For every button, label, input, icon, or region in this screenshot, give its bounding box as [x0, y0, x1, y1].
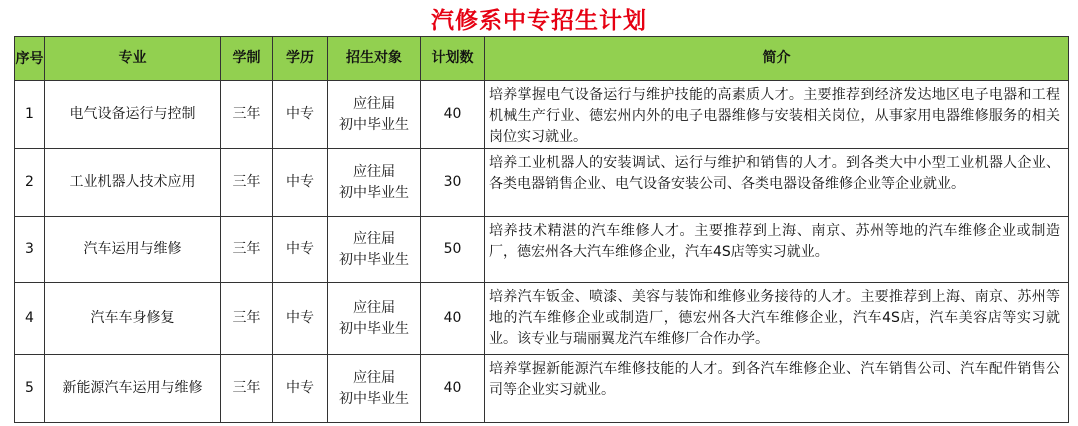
target-line2: 初中毕业生 [339, 390, 409, 407]
cell-seq: 3 [15, 217, 45, 283]
header-seq: 序号 [15, 37, 45, 81]
target-line2: 初中毕业生 [339, 320, 409, 337]
table-row [15, 149, 1069, 217]
header-intro: 简介 [485, 37, 1069, 81]
target-line1: 应往届 [353, 163, 395, 180]
table-row [15, 355, 1069, 423]
cell-major: 汽车车身修复 [45, 283, 221, 355]
cell-plan: 40 [421, 355, 485, 423]
target-line1: 应往届 [353, 95, 395, 112]
header-target: 招生对象 [328, 37, 421, 81]
cell-major: 新能源汽车运用与维修 [45, 355, 221, 423]
enrollment-table [14, 36, 1069, 423]
cell-plan: 40 [421, 81, 485, 149]
cell-plan: 30 [421, 149, 485, 217]
page-title: 汽修系中专招生计划 [431, 6, 647, 34]
cell-plan: 40 [421, 283, 485, 355]
cell-intro: 培养技术精湛的汽车维修人才。主要推荐到上海、南京、苏州等地的汽车维修企业或制造厂，德宏州各大汽车维修企业，汽车4S店等实习就业。 [485, 217, 1069, 283]
table-row [15, 81, 1069, 149]
cell-education: 中专 [273, 149, 328, 217]
header-education: 学历 [273, 37, 328, 81]
table-row [15, 217, 1069, 283]
target-line2: 初中毕业生 [339, 116, 409, 133]
cell-education: 中专 [273, 355, 328, 423]
cell-duration: 三年 [221, 149, 273, 217]
target-line1: 应往届 [353, 230, 395, 247]
cell-intro: 培养汽车钣金、喷漆、美容与装饰和维修业务接待的人才。主要推荐到上海、南京、苏州等地的汽车维修企业或制造厂，德宏州各大汽车维修企业，汽车4S店，汽车美容店等实习就业。该专业与瑞丽翼龙汽车维修厂合作办学。 [485, 283, 1069, 355]
cell-education: 中专 [273, 283, 328, 355]
header-plan: 计划数 [421, 37, 485, 81]
cell-major: 汽车运用与维修 [45, 217, 221, 283]
cell-duration: 三年 [221, 81, 273, 149]
cell-seq: 1 [15, 81, 45, 149]
cell-duration: 三年 [221, 283, 273, 355]
cell-duration: 三年 [221, 217, 273, 283]
cell-plan: 50 [421, 217, 485, 283]
cell-major: 工业机器人技术应用 [45, 149, 221, 217]
cell-seq: 5 [15, 355, 45, 423]
header-major: 专业 [45, 37, 221, 81]
table-header-row [15, 37, 1069, 81]
cell-education: 中专 [273, 217, 328, 283]
cell-target [328, 283, 421, 355]
target-line2: 初中毕业生 [339, 251, 409, 268]
header-duration: 学制 [221, 37, 273, 81]
cell-seq: 4 [15, 283, 45, 355]
cell-target [328, 81, 421, 149]
cell-intro: 培养工业机器人的安装调试、运行与维护和销售的人才。到各类大中小型工业机器人企业、各类电器销售企业、电气设备安装公司、各类电器设备维修企业等企业就业。 [485, 149, 1069, 217]
cell-intro: 培养掌握电气设备运行与维护技能的高素质人才。主要推荐到经济发达地区电子电器和工程机械生产行业、德宏州内外的电子电器维修与安装相关岗位，从事家用电器维修服务的相关岗位实习就业。 [485, 81, 1069, 149]
cell-target [328, 217, 421, 283]
cell-intro: 培养掌握新能源汽车维修技能的人才。到各汽车维修企业、汽车销售公司、汽车配件销售公司等企业实习就业。 [485, 355, 1069, 423]
target-line1: 应往届 [353, 369, 395, 386]
target-line2: 初中毕业生 [339, 184, 409, 201]
cell-major: 电气设备运行与控制 [45, 81, 221, 149]
table-row [15, 283, 1069, 355]
target-line1: 应往届 [353, 299, 395, 316]
cell-education: 中专 [273, 81, 328, 149]
cell-target [328, 149, 421, 217]
cell-duration: 三年 [221, 355, 273, 423]
cell-target [328, 355, 421, 423]
cell-seq: 2 [15, 149, 45, 217]
